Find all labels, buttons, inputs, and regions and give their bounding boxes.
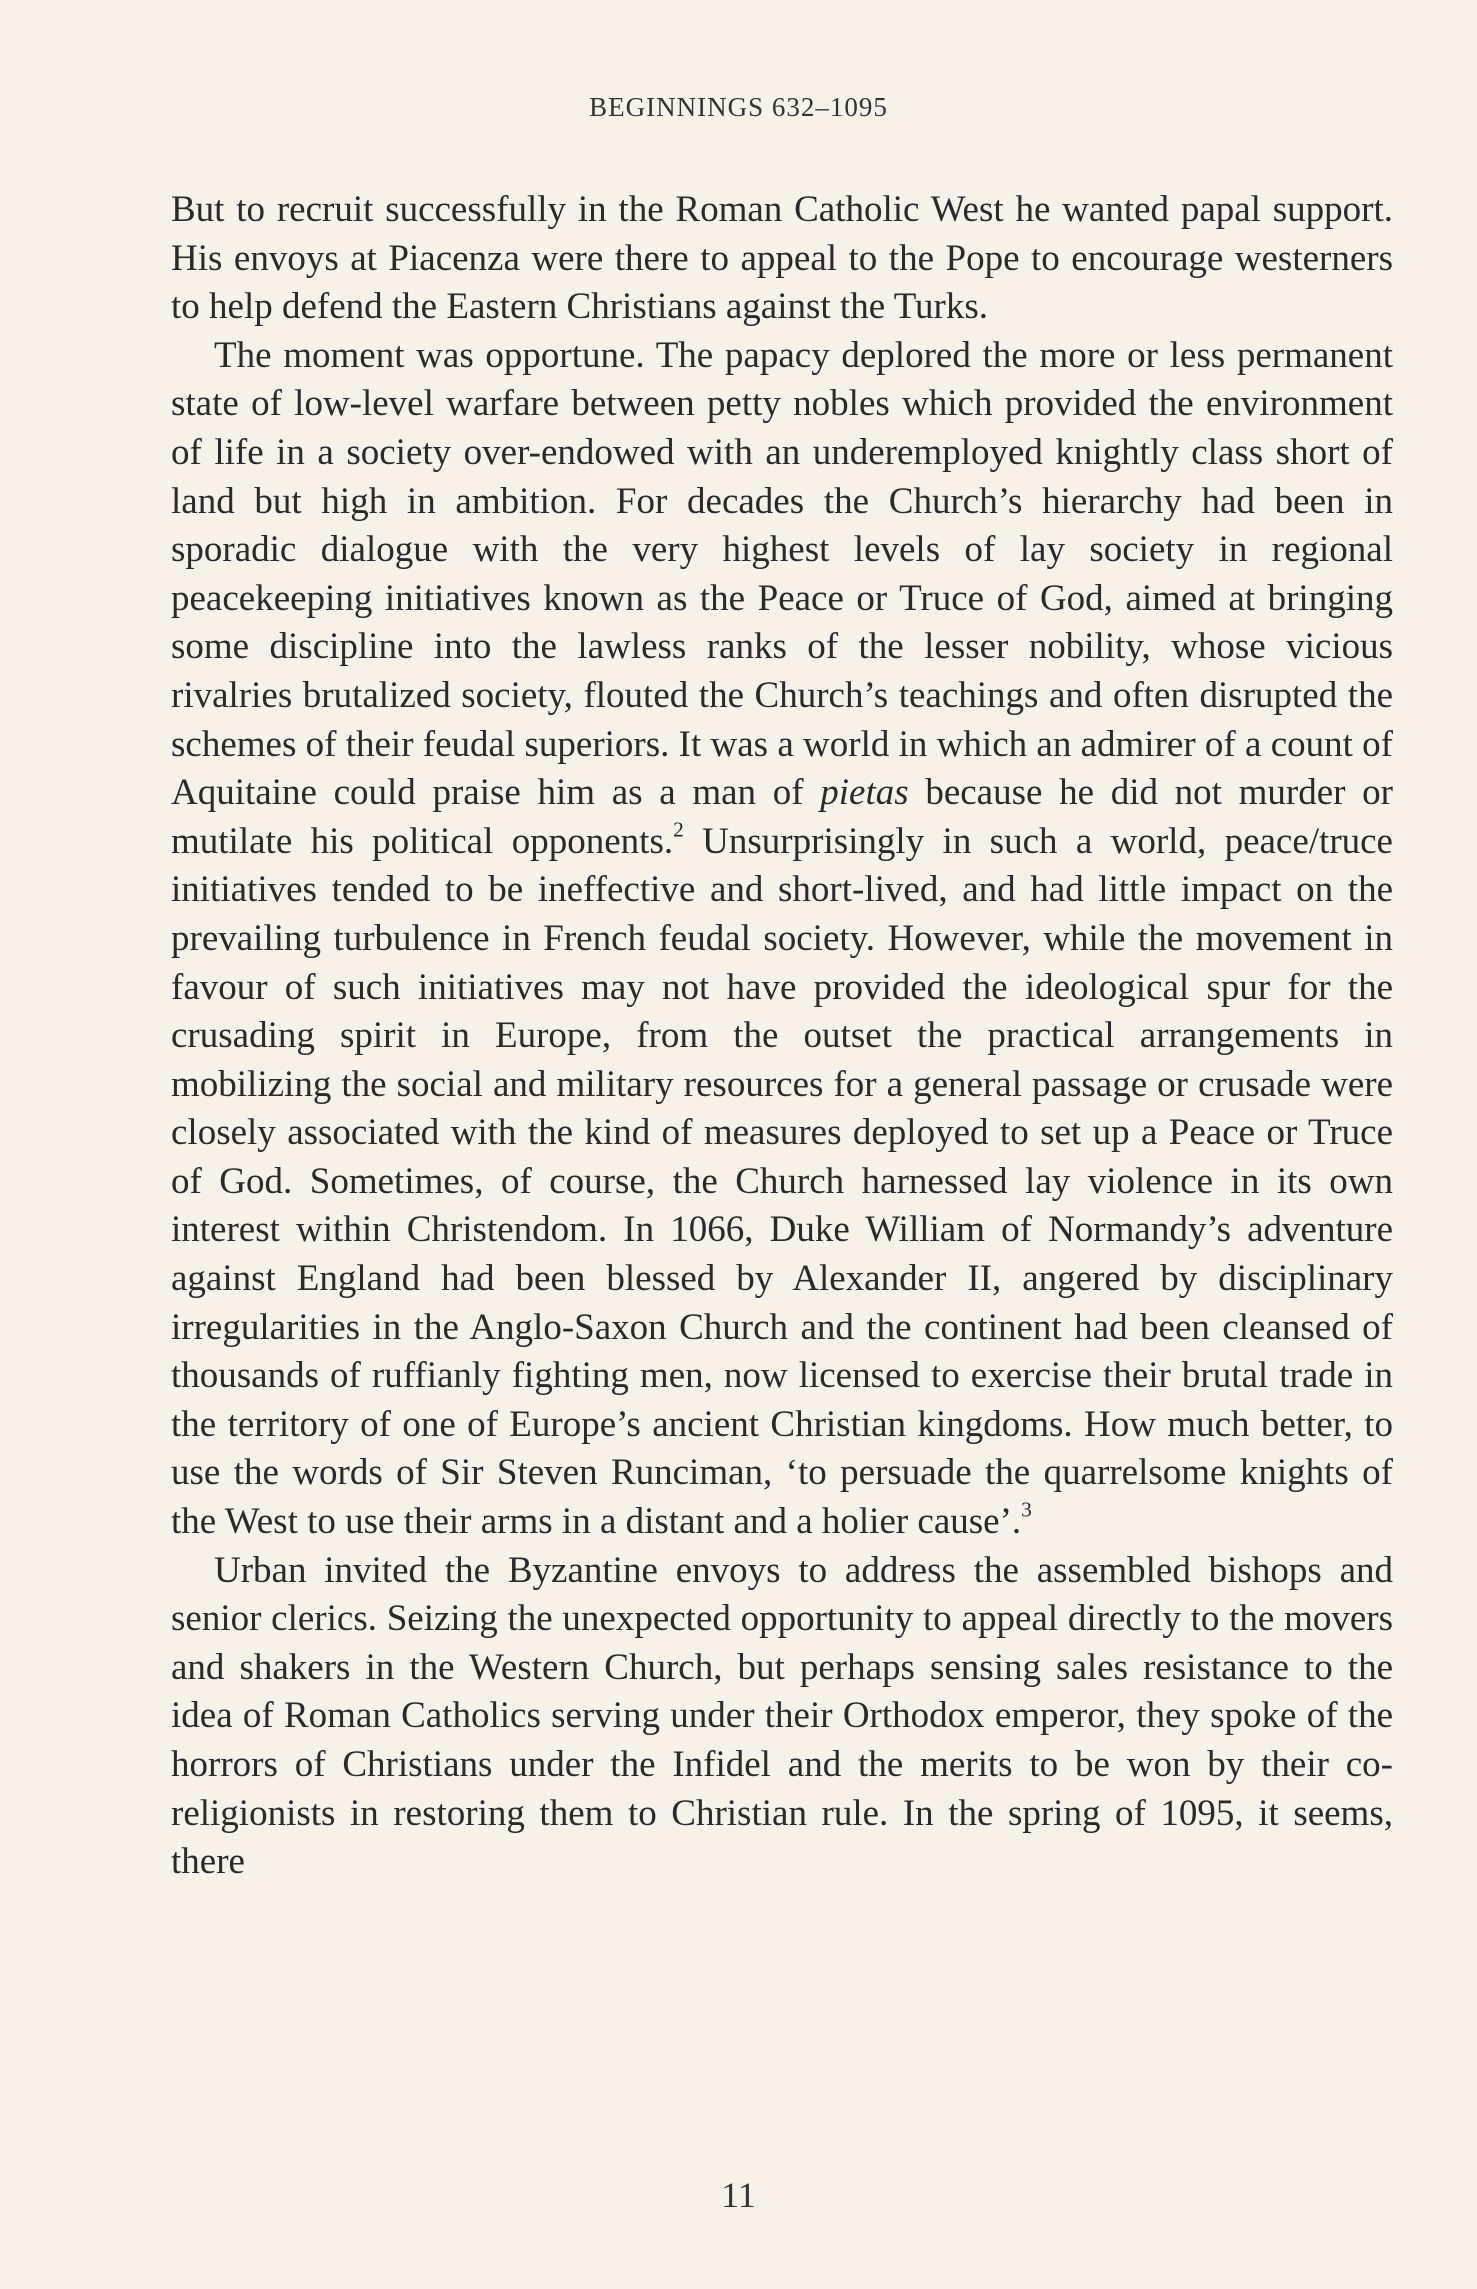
body-text [171,186,1393,1887]
paragraph-2-part-c: Unsurprisingly in such a world, peace/truce initiatives tended to be ineffective and short-lived, and had little impact on the prevailing turbulence in French feudal society. However, while the movement in favour of such initiatives may not have provided the ideological spur for the crusading spirit in Europe, from the outset the practical arrangements in mobilizing the social and military resources for a general passage or crusade were closely associated with the kind of measures deployed to set up a Peace or Truce of God. Sometimes, of course, the Church harnessed lay violence in its own interest within Christendom. In 1066, Duke William of Normandy’s adventure against England had been blessed by Alexander II, angered by disciplinary irregularities in the Anglo-Saxon Church and the continent had been cleansed of thousands of ruffianly fighting men, now licensed to exercise their brutal trade in the territory of one of Europe’s ancient Christian kingdoms. How much better, to use the words of Sir Steven Runciman, ‘to persuade the quarrelsome knights of the West to use their arms in a distant and a holier cause’. [171,820,1393,1543]
paragraph-1: But to recruit successfully in the Roman Catholic West he wanted papal support. His envoys at Piacenza were there to appeal to the Pope to encourage westerners to help defend the Eastern Christians against the Turks. [171,189,1393,328]
paragraph-2-part-b: because he did not murder or mutilate his political opponents. [171,772,1393,862]
italic-term: pietas [820,772,909,814]
footnote-ref-2[interactable]: 2 [673,816,684,841]
paragraph-2-part-a: The moment was opportune. The papacy deplored the more or less permanent state of low-level warfare between petty nobles which provided the environment of life in a society over-endowed with an underemployed knightly class short of land but high in ambition. For decades the Church’s hierarchy had been in sporadic dialogue with the very highest levels of lay society in regional peacekeeping initiatives known as the Peace or Truce of God, aimed at bringing some discipline into the lawless ranks of the lesser nobility, whose vicious rivalries brutalized society, flouted the Church’s teachings and often disrupted the schemes of their feudal superiors. It was a world in which an admirer of a count of Aquitaine could praise him as a man of [171,334,1393,814]
page-number: 11 [721,2175,756,2215]
paragraph-2 [171,332,1393,1547]
paragraph-3: Urban invited the Byzantine envoys to address the assembled bishops and senior clerics. Seizing the unexpected opportunity to appeal directly to the movers and shakers in the Western Church, but perhaps sensing sales resistance to the idea of Roman Catholics serving under their Orthodox emperor, they spoke of the horrors of Christians under the Infidel and the merits to be won by their co-religionists in restoring them to Christian rule. In the spring of 1095, it seems, there [171,1549,1393,1883]
running-head: BEGINNINGS 632–1095 [589,92,888,122]
footnote-ref-3[interactable]: 3 [1021,1497,1032,1522]
